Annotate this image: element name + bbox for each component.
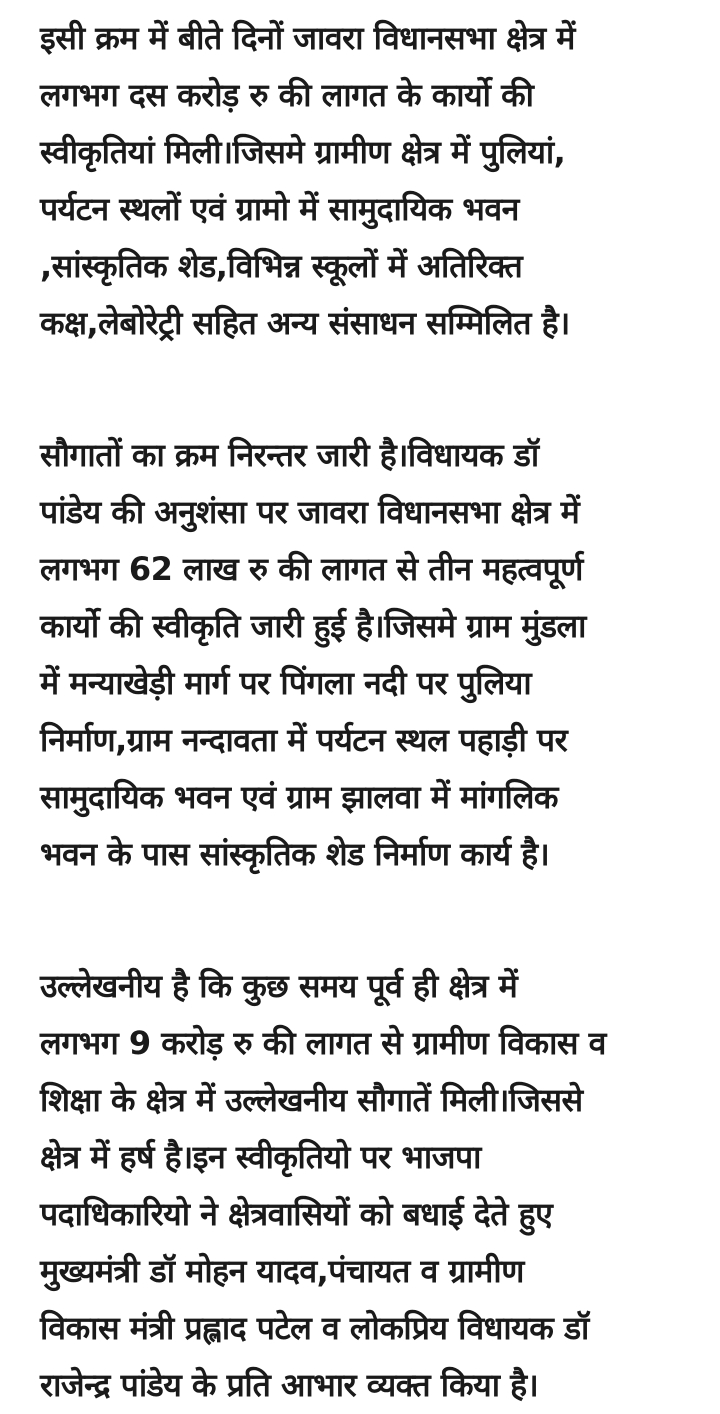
text-line: में मन्याखेड़ी मार्ग पर पिंगला नदी पर पुलिया — [40, 664, 532, 702]
text-line: लगभग 9 करोड़ रु की लागत से ग्रामीण विकास व — [40, 1024, 606, 1062]
text-line: उल्लेखनीय है कि कुछ समय पूर्व ही क्षेत्र में — [40, 967, 518, 1005]
text-line: निर्माण,ग्राम नन्दावता में पर्यटन स्थल पहाड़ी पर — [40, 721, 568, 759]
text-line: विकास मंत्री प्रह्लाद पटेल व लोकप्रिय विधायक डॉ — [40, 1309, 589, 1347]
text-line: शिक्षा के क्षेत्र में उल्लेखनीय सौगातें मिली।जिससे — [40, 1081, 583, 1119]
text-line: भवन के पास सांस्कृतिक शेड निर्माण कार्य है। — [40, 835, 550, 873]
text-line: मुख्यमंत्री डॉ मोहन यादव,पंचायत व ग्रामीण — [40, 1252, 524, 1290]
text-line: पर्यटन स्थलों एवं ग्रामो में सामुदायिक भवन — [40, 190, 519, 228]
article-body — [40, 10, 700, 1414]
text-line: लगभग 62 लाख रु की लागत से तीन महत्वपूर्ण — [40, 550, 583, 588]
paragraph-1 — [40, 10, 700, 352]
text-line: कक्ष,लेबोरेट्री सहित अन्य संसाधन सम्मिलित है। — [40, 304, 570, 342]
text-line: स्वीकृतियां मिली।जिसमे ग्रामीण क्षेत्र में पुलियां, — [40, 133, 566, 171]
paragraph-spacer — [40, 352, 700, 427]
text-line: कार्यो की स्वीकृति जारी हुई है।जिसमे ग्राम मुंडला — [40, 607, 586, 645]
text-line: ,सांस्कृतिक शेड,विभिन्न स्कूलों में अतिरिक्त — [40, 247, 523, 285]
text-line: क्षेत्र में हर्ष है।इन स्वीकृतियो पर भाजपा — [40, 1138, 481, 1176]
text-line: सामुदायिक भवन एवं ग्राम झालवा में मांगलिक — [40, 778, 559, 816]
paragraph-2 — [40, 427, 700, 883]
text-line: पदाधिकारियो ने क्षेत्रवासियों को बधाई देते हुए — [40, 1195, 553, 1233]
text-line: इसी क्रम में बीते दिनों जावरा विधानसभा क्षेत्र में — [40, 19, 575, 57]
text-line: सौगातों का क्रम निरन्तर जारी है।विधायक डॉ — [40, 436, 539, 474]
paragraph-3 — [40, 958, 700, 1414]
text-line: पांडेय की अनुशंसा पर जावरा विधानसभा क्षेत्र में — [40, 493, 580, 531]
text-line: राजेन्द्र पांडेय के प्रति आभार व्यक्त किया है। — [40, 1366, 539, 1404]
paragraph-spacer — [40, 883, 700, 958]
text-line: लगभग दस करोड़ रु की लागत के कार्यो की — [40, 76, 534, 114]
